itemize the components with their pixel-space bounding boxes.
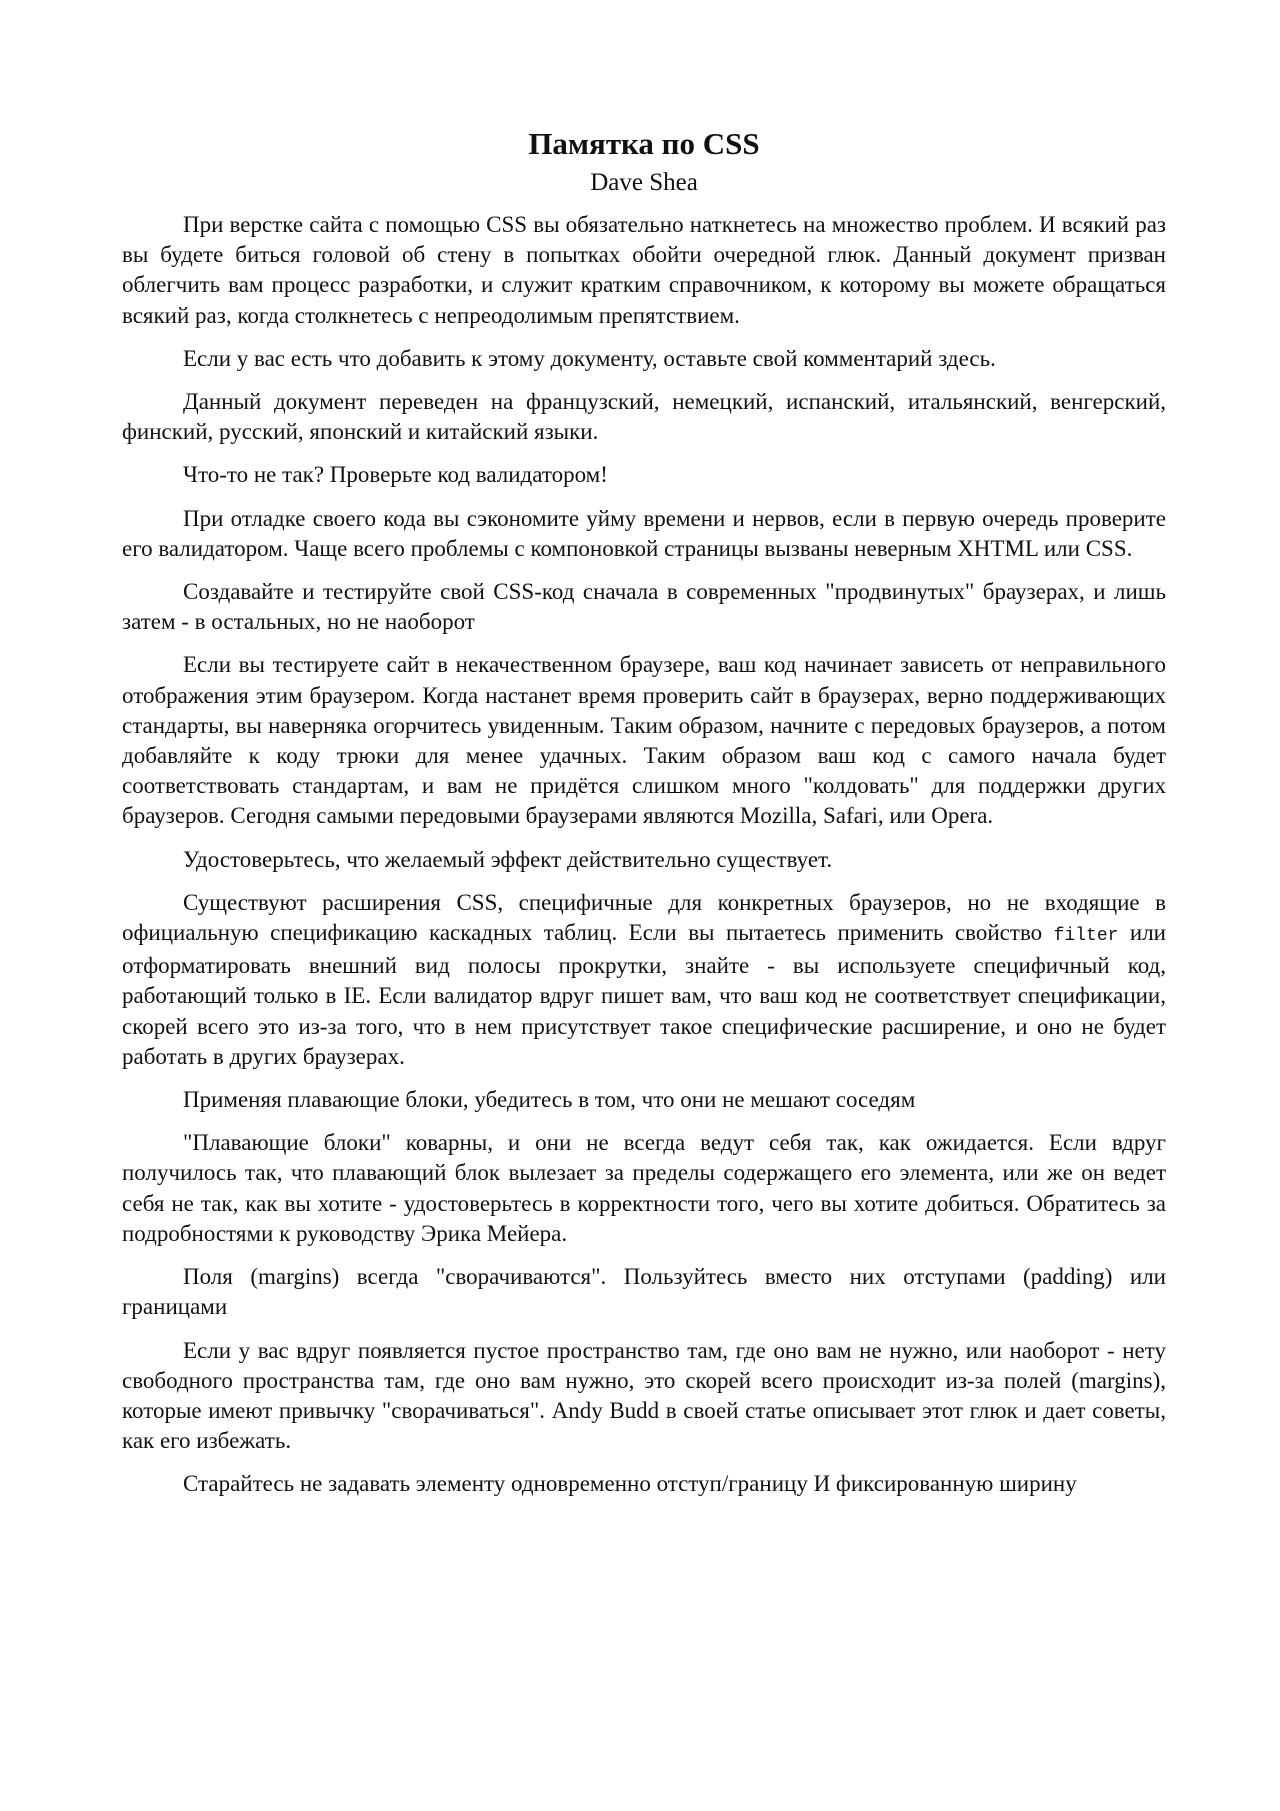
paragraph-translations: Данный документ переведен на французский, немецкий, испанский, итальянский, венгерский, финский, русский, японский и китайский языки. <box>122 389 1166 445</box>
paragraph-extensions-before: Существуют расширения CSS, специфичные для конкретных браузеров, но не входящие в официальную спецификацию каскадных таблиц. Если вы пытаетесь применить свойство <box>122 889 1166 946</box>
heading-modern-browsers: Создавайте и тестируйте свой CSS-код сначала в современных "продвинутых" браузерах, и лишь затем - в остальных, но не наоборот <box>122 579 1166 635</box>
paragraph-extensions-after: или отформатировать внешний вид полосы прокрутки, знайте - вы используете специфичный код, работающий только в IE. Если валидатор вдруг пишет вам, что ваш код не соответствует спецификации, скорей всего это из-за того, что в нем присутствует такое специфические расширение, и оно не будет работать в других браузерах. <box>122 920 1166 1069</box>
paragraph-extensions <box>122 888 1166 1072</box>
paragraph-floats: "Плавающие блоки" коварны, и они не всегда ведут себя так, как ожидается. Если вдруг получилось так, что плавающий блок вылезает за пределы содержащего его элемента, или же он ведет себя не так, как вы хотите - удостоверьтесь в корректности того, чего вы хотите добиться. Обратитесь за подробностями к руководству Эрика Мейера. <box>122 1130 1166 1246</box>
paragraph-modern-browsers: Если вы тестируете сайт в некачественном браузере, ваш код начинает зависеть от неправильного отображения этим браузером. Когда настанет время проверить сайт в браузерах, верно поддерживающих стандарты, вы наверняка огорчитесь увиденным. Таким образом, начните с передовых браузеров, а потом добавляйте к коду трюки для менее удачных. Таким образом ваш код с самого начала будет соответствовать стандартам, и вам не придётся слишком много "колдовать" для поддержки других браузеров. Сегодня самыми передовыми браузерами являются Mozilla, Safari, или Opera. <box>122 652 1166 829</box>
heading-validator: Что-то не так? Проверьте код валидатором! <box>183 462 608 488</box>
document-title: Памятка по CSS <box>528 126 760 161</box>
paragraph-comment: Если у вас есть что добавить к этому документу, оставьте свой комментарий здесь. <box>183 345 996 371</box>
heading-floats: Применяя плавающие блоки, убедитесь в том, что они не мешают соседям <box>183 1087 916 1113</box>
heading-effect-exists: Удостоверьтесь, что желаемый эффект действительно существует. <box>183 846 833 872</box>
paragraph-margins-collapse: Если у вас вдруг появляется пустое пространство там, где оно вам не нужно, или наоборот - нету свободного пространства там, где оно вам нужно, это скорей всего происходит из-за полей (margins), которые имеют привычку "сворачиваться". Andy Budd в своей статье описывает этот глюк и дает советы, как его избежать. <box>122 1337 1166 1454</box>
paragraph-intro: При верстке сайта с помощью CSS вы обязательно наткнетесь на множество проблем. И всякий раз вы будете биться головой об стену в попытках обойти очередной глюк. Данный документ призван облегчить вам процесс разработки, и служит кратким справочником, к которому вы можете обращаться всякий раз, когда столкнетесь с непреодолимым препятствием. <box>122 212 1166 328</box>
document-author: Dave Shea <box>590 169 698 196</box>
heading-padding-width: Старайтесь не задавать элементу одновременно отступ/границу И фиксированную ширину <box>183 1471 1077 1497</box>
heading-margins-collapse: Поля (margins) всегда "сворачиваются". Пользуйтесь вместо них отступами (padding) или границами <box>122 1264 1166 1320</box>
paragraph-validator: При отладке своего кода вы сэкономите уйму времени и нервов, если в первую очередь проверите его валидатором. Чаще всего проблемы с компоновкой страницы вызваны неверным XHTML или CSS. <box>122 505 1166 561</box>
code-filter: filter <box>1053 926 1119 947</box>
document-page <box>122 124 1166 1513</box>
